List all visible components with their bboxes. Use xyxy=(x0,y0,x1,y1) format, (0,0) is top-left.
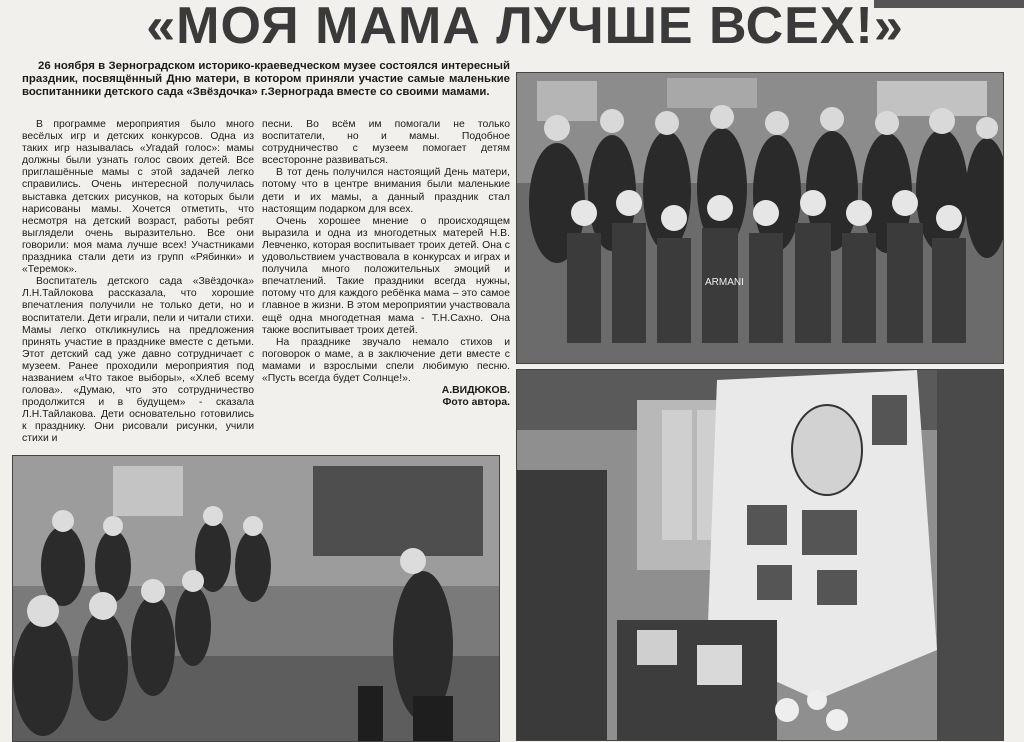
article-column-2 xyxy=(262,119,510,409)
group-photo xyxy=(516,72,1004,364)
photo-credit: Фото автора. xyxy=(442,397,510,409)
paragraph: В тот день получился настоящий День матери, потому что в центре внимания были маленькие дети и их мамы, а данный праздник стал настоящим подарком для всех. xyxy=(262,167,510,215)
headline: «МОЯ МАМА ЛУЧШЕ ВСЕХ!» xyxy=(146,0,904,55)
paragraph: Очень хорошее мнение о происходящем выразила и одна из многодетных матерей Н.В. Левченко, которая воспитывает троих детей. Она с удовольствием участвовала в конкурсах и играх и получила много положительных эмоций и впечатлений. Такие праздники всегда нужны, потому что для каждого ребёнка мама – это самое главное в жизни. В этом мероприятии участвовала ещё одна многодетная мама - Т.Н.Сахно. Она также воспитывает троих детей. xyxy=(262,215,510,336)
article-column-1 xyxy=(22,119,254,446)
exhibition-photo xyxy=(516,369,1004,741)
lead-paragraph: 26 ноября в Зерноградском историко-краеведческом музее состоялся интересный праздник, посвящённый Дню матери, в котором приняли участие самые маленькие воспитанники детского сада «Звёздочка» г.Зернограда вместе со своими мамами. xyxy=(22,60,510,98)
paragraph: песни. Во всём им помогали не только воспитатели, но и мамы. Подобное сотрудничество с музеем помогает детям всесторонне развиваться. xyxy=(262,119,510,167)
paragraph: Воспитатель детского сада «Звёздочка» Л.Н.Тайлокова рассказала, что хорошие впечатления получили не только дети, но и воспитатели. Дети играли, пели и читали стихи. Мамы легко откликнулись на предложения принять участие в празднике вместе с детьми. Этот детский сад уже давно сотрудничает с музеем. Ранее проходили мероприятия под названием «Что такое выборы», «Хлеб всему голова». «Думаю, что это сотрудничество продолжится и в будущем» - сказала Л.Н.Тайлакова. Дети основательно готовились к празднику. Они рисовали рисунки, учили стихи и xyxy=(22,276,254,445)
author-byline: А.ВИДЮКОВ. xyxy=(441,385,510,397)
paragraph: На празднике звучало немало стихов и поговорок о маме, а в заключение дети вместе с мамами и взрослыми спели любимую песню. «Пусть всегда будет Солнце!». xyxy=(262,336,510,384)
shirt-text: ARMANI xyxy=(705,277,744,288)
museum-hall-photo xyxy=(12,455,500,742)
paragraph: В программе мероприятия было много весёлых игр и детских конкурсов. Одна из таких игр называлась «Угадай голос»: мамы должны были узнать голос своих детей. Все приглашённые мамы с этой задачей легко справились. Очень интересной получилась выставка детских рисунков, на которых были нарисованы мамы. Хочется отметить, что несмотря на детский возраст, работы ребят выглядели очень выразительно. Все они говорили: моя мама лучше всех! Участниками праздника стали дети из групп «Рябинки» и «Теремок». xyxy=(22,119,254,276)
